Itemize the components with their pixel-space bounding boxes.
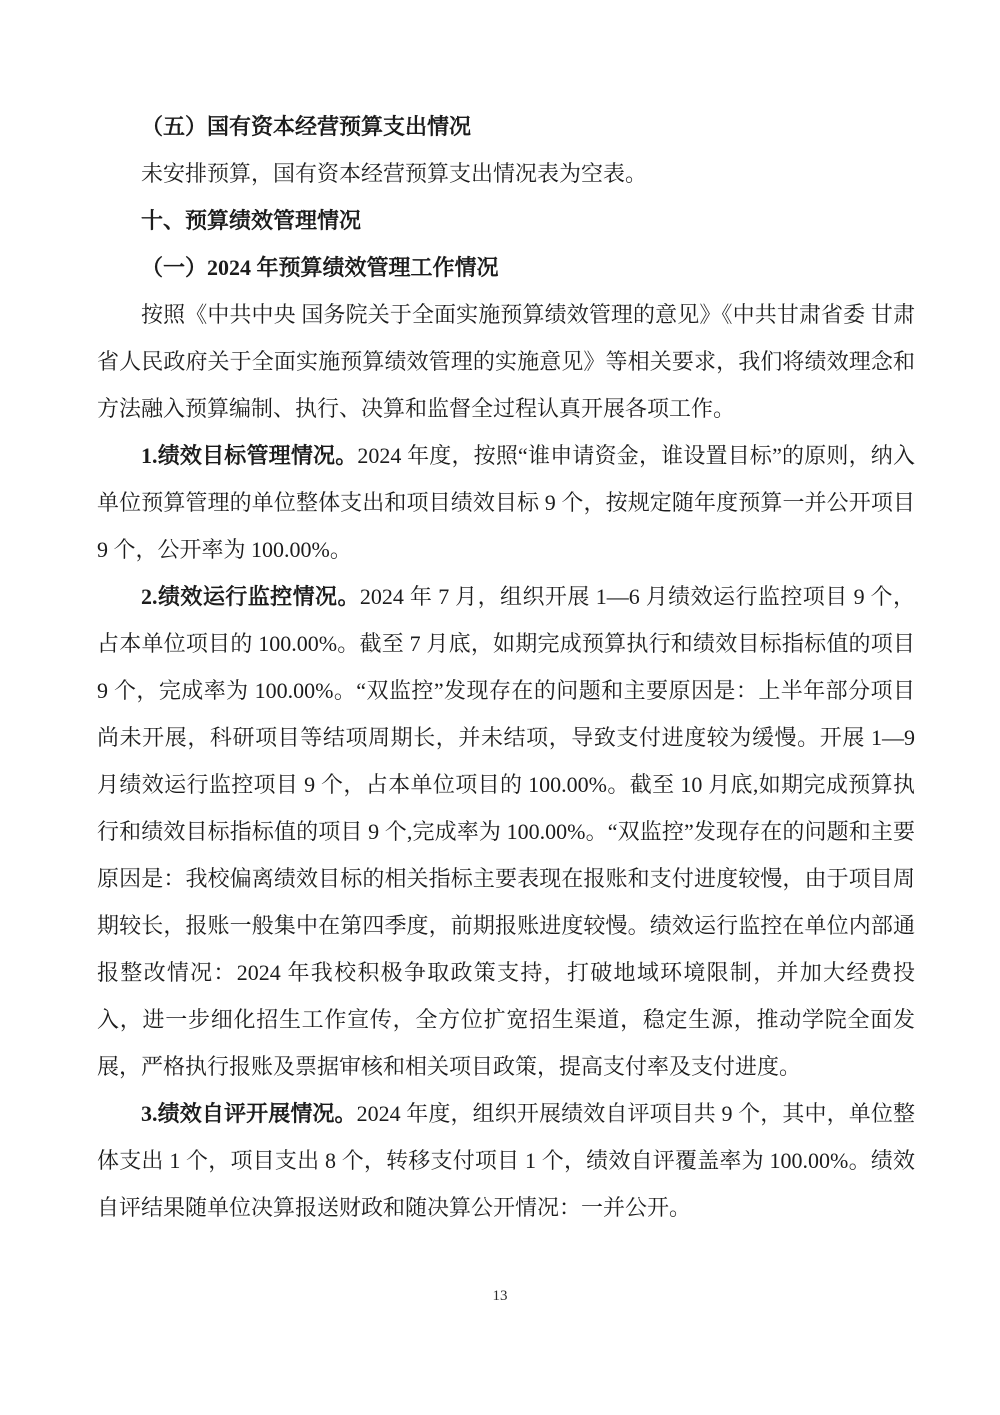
heading-state-capital-budget-expenditure: （五）国有资本经营预算支出情况	[141, 114, 472, 139]
para-performance-monitoring	[97, 573, 915, 1090]
para-no-budget: 未安排预算，国有资本经营预算支出情况表为空表。	[141, 161, 648, 186]
para-intro: 按照《中共中央 国务院关于全面实施预算绩效管理的意见》《中共甘肃省委 甘肃省人民政府关于全面实施预算绩效管理的实施意见》等相关要求，我们将绩效理念和方法融入预算编制、执行、决算和监督全过程认真开展各项工作。	[97, 302, 915, 421]
para-goal-management-text: 2024 年度，按照“谁申请资金，谁设置目标”的原则，纳入单位预算管理的单位整体支出和项目绩效目标 9 个，按规定随年度预算一并公开项目 9 个，公开率为 100.00%。	[97, 443, 915, 562]
page-number: 13	[492, 1288, 508, 1304]
para-goal-management	[97, 432, 915, 573]
heading-2024-performance-work: （一）2024 年预算绩效管理工作情况	[141, 255, 499, 280]
heading-budget-performance-management: 十、预算绩效管理情况	[141, 208, 362, 233]
para-self-evaluation-lead: 3.绩效自评开展情况。	[141, 1101, 357, 1126]
para-performance-monitoring-lead: 2.绩效运行监控情况。	[141, 584, 360, 609]
para-performance-monitoring-text: 2024 年 7 月，组织开展 1—6 月绩效运行监控项目 9 个，占本单位项目的 100.00%。截至 7 月底，如期完成预算执行和绩效目标指标值的项目 9 个，完成率为 100.00%。“双监控”发现存在的问题和主要原因是：上半年部分项目尚未开展，科研项目等结项周期长，并未结项，导致支付进度较为缓慢。开展 1—9 月绩效运行监控项目 9 个，占本单位项目的 100.00%。截至 10 月底,如期完成预算执行和绩效目标指标值的项目 9 个,完成率为 100.00%。“双监控”发现存在的问题和主要原因是：我校偏离绩效目标的相关指标主要表现在报账和支付进度较慢，由于项目周期较长，报账一般集中在第四季度，前期报账进度较慢。绩效运行监控在单位内部通报整改情况：2024 年我校积极争取政策支持，打破地域环境限制，并加大经费投入，进一步细化招生工作宣传，全方位扩宽招生渠道，稳定生源，推动学院全面发展，严格执行报账及票据审核和相关项目政策，提高支付率及支付进度。	[97, 584, 915, 1079]
document-body	[97, 103, 915, 1231]
para-self-evaluation	[97, 1090, 915, 1231]
para-goal-management-lead: 1.绩效目标管理情况。	[141, 443, 358, 468]
para-self-evaluation-text: 2024 年度，组织开展绩效自评项目共 9 个，其中，单位整体支出 1 个，项目支出 8 个，转移支付项目 1 个，绩效自评覆盖率为 100.00%。绩效自评结果随单位决算报送财政和随决算公开情况：一并公开。	[97, 1101, 915, 1220]
